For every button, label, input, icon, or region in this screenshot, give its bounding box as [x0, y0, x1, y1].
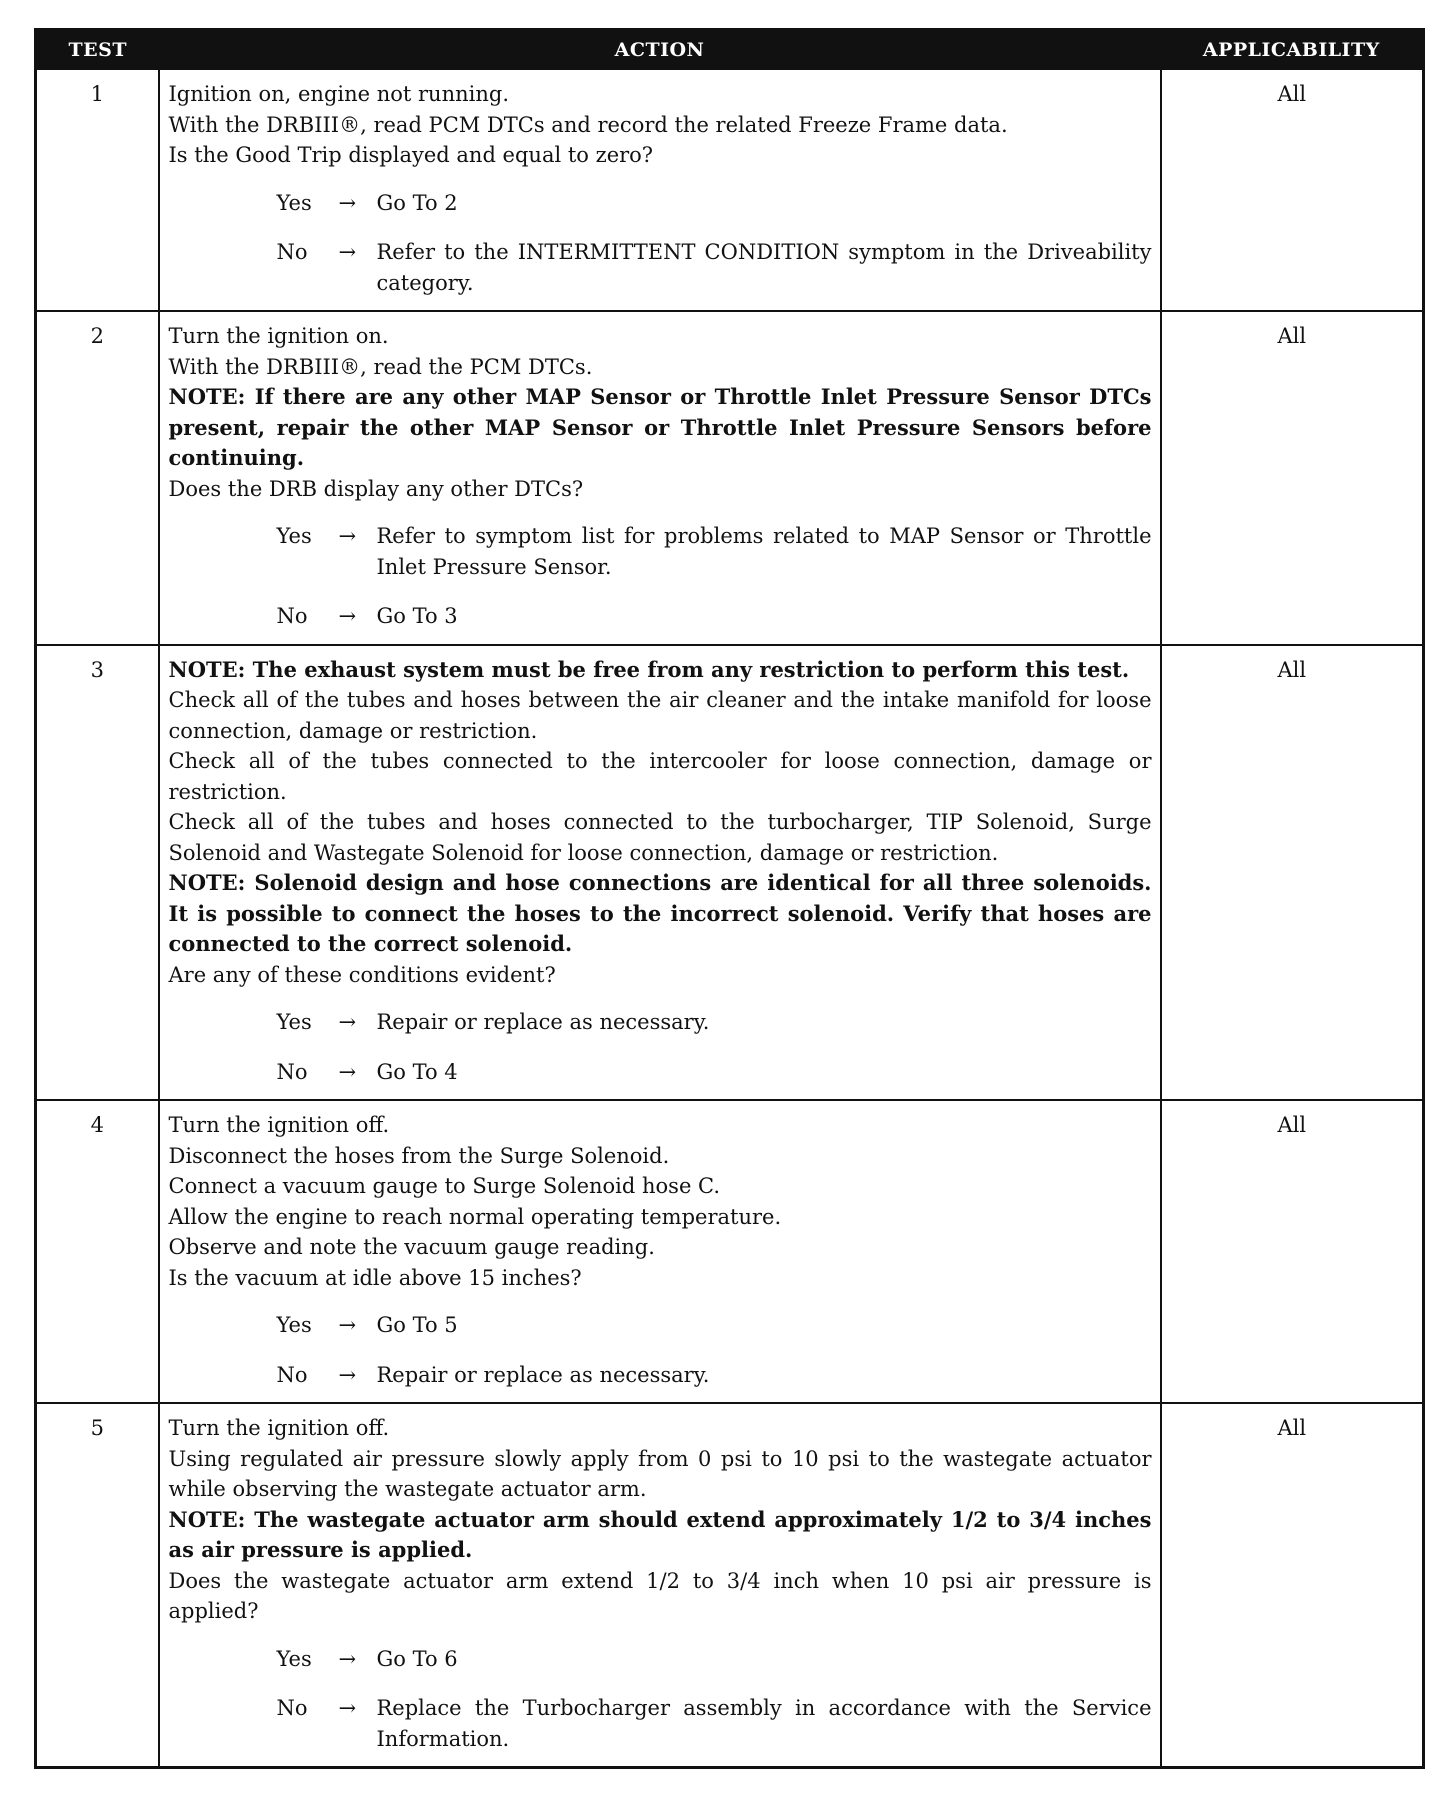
response-yes [169, 1310, 1152, 1341]
action-cell [159, 1100, 1161, 1403]
note-text: NOTE: Solenoid design and hose connections are identical for all three solenoids. It is possible to connect the hoses to the incorrect solenoid. Verify that hoses are connected to the correct solenoid. [168, 870, 1152, 956]
response-value: Go To 5 [376, 1313, 458, 1337]
header-test: TEST [36, 30, 159, 70]
arrow-right-icon: → [338, 604, 357, 628]
arrow-right-icon: → [338, 190, 357, 215]
response-value: Refer to the INTERMITTENT CONDITION symptom in the Driveability category. [376, 240, 1152, 295]
arrow-right-icon: → [338, 1696, 357, 1720]
response-no [169, 1360, 1152, 1391]
header-applicability: APPLICABILITY [1161, 30, 1424, 70]
response-value: Refer to symptom list for problems related to MAP Sensor or Throttle Inlet Pressure Sensor. [376, 524, 1152, 579]
instruction-text: Check all of the tubes connected to the intercooler for loose connection, damage or restriction. [168, 749, 1152, 804]
test-number: 4 [36, 1100, 159, 1403]
response-key: Yes [276, 1313, 312, 1337]
action-cell [159, 69, 1161, 311]
applicability-value: All [1161, 1403, 1424, 1768]
response-key: Yes [276, 1010, 312, 1034]
table-row [36, 311, 1424, 645]
note-text: NOTE: The wastegate actuator arm should extend approximately 1/2 to 3/4 inches as air pressure is applied. [168, 1506, 1152, 1562]
action-cell [159, 645, 1161, 1101]
instruction-text: Check all of the tubes and hoses connected to the turbocharger, TIP Solenoid, Surge Solenoid and Wastegate Solenoid for loose connection, damage or restriction. [168, 810, 1152, 865]
instruction-text: Turn the ignition on. [168, 324, 389, 348]
instruction-text: Connect a vacuum gauge to Surge Solenoid hose C. [168, 1174, 721, 1198]
response-no [169, 601, 1152, 632]
arrow-right-icon: → [338, 1010, 357, 1034]
response-value: Go To 6 [376, 1646, 458, 1671]
applicability-value: All [1161, 1100, 1424, 1403]
response-key: Yes [276, 1646, 312, 1671]
instruction-text: Ignition on, engine not running. [168, 82, 509, 106]
table-body [36, 69, 1424, 1768]
instruction-text: Does the wastegate actuator arm extend 1/2 to 3/4 inch when 10 psi air pressure is applied? [168, 1568, 1152, 1623]
response-value: Go To 3 [376, 604, 458, 628]
action-cell [159, 1403, 1161, 1768]
response-key: Yes [276, 524, 312, 548]
instruction-text: Is the vacuum at idle above 15 inches? [168, 1265, 582, 1290]
arrow-right-icon: → [338, 1059, 357, 1084]
applicability-value: All [1161, 645, 1424, 1101]
response-value: Replace the Turbocharger assembly in accordance with the Service Information. [376, 1696, 1152, 1751]
response-key: No [276, 604, 308, 628]
note-text: NOTE: The exhaust system must be free from any restriction to perform this test. [168, 656, 1130, 682]
arrow-right-icon: → [338, 1646, 357, 1671]
arrow-right-icon: → [338, 240, 357, 264]
instruction-text: Observe and note the vacuum gauge reading. [168, 1235, 655, 1259]
response-value: Repair or replace as necessary. [376, 1010, 710, 1034]
response-value: Go To 2 [376, 190, 458, 215]
instruction-text: Does the DRB display any other DTCs? [168, 476, 584, 501]
arrow-right-icon: → [338, 524, 357, 548]
test-number: 1 [36, 69, 159, 311]
response-no [169, 1057, 1152, 1088]
response-value: Go To 4 [376, 1059, 458, 1084]
table-row [36, 1403, 1424, 1768]
response-key: No [276, 1059, 308, 1084]
response-no [169, 1693, 1152, 1754]
instruction-text: Turn the ignition off. [168, 1113, 390, 1137]
instruction-text: With the DRBIII®, read the PCM DTCs. [168, 354, 593, 379]
instruction-text: Are any of these conditions evident? [168, 962, 556, 987]
response-yes [169, 1007, 1152, 1038]
response-yes [169, 521, 1152, 582]
response-key: No [276, 240, 308, 264]
arrow-right-icon: → [338, 1362, 357, 1387]
header-action: ACTION [159, 30, 1161, 70]
instruction-text: Turn the ignition off. [168, 1416, 390, 1440]
test-number: 3 [36, 645, 159, 1101]
arrow-right-icon: → [338, 1313, 357, 1337]
response-yes [169, 188, 1152, 219]
diagnostic-test-table [34, 28, 1425, 1769]
response-key: No [276, 1362, 308, 1387]
test-number: 2 [36, 311, 159, 645]
instruction-text: With the DRBIII®, read PCM DTCs and record the related Freeze Frame data. [168, 112, 1008, 137]
response-key: Yes [276, 190, 312, 215]
instruction-text: Check all of the tubes and hoses between the air cleaner and the intake manifold for loose connection, damage or restriction. [168, 688, 1152, 743]
table-header-row [36, 30, 1424, 70]
instruction-text: Using regulated air pressure slowly apply from 0 psi to 10 psi to the wastegate actuator while observing the wastegate actuator arm. [168, 1446, 1152, 1501]
response-value: Repair or replace as necessary. [376, 1362, 710, 1387]
table-row [36, 645, 1424, 1101]
table-row [36, 1100, 1424, 1403]
table-row [36, 69, 1424, 311]
response-no [169, 237, 1152, 298]
response-key: No [276, 1696, 308, 1720]
instruction-text: Disconnect the hoses from the Surge Solenoid. [168, 1143, 670, 1168]
applicability-value: All [1161, 69, 1424, 311]
response-yes [169, 1644, 1152, 1675]
note-text: NOTE: If there are any other MAP Sensor or Throttle Inlet Pressure Sensor DTCs present, repair the other MAP Sensor or Throttle Inlet Pressure Sensors before continuing. [168, 384, 1152, 470]
action-cell [159, 311, 1161, 645]
instruction-text: Allow the engine to reach normal operating temperature. [168, 1204, 782, 1229]
instruction-text: Is the Good Trip displayed and equal to zero? [168, 143, 654, 167]
applicability-value: All [1161, 311, 1424, 645]
test-number: 5 [36, 1403, 159, 1768]
